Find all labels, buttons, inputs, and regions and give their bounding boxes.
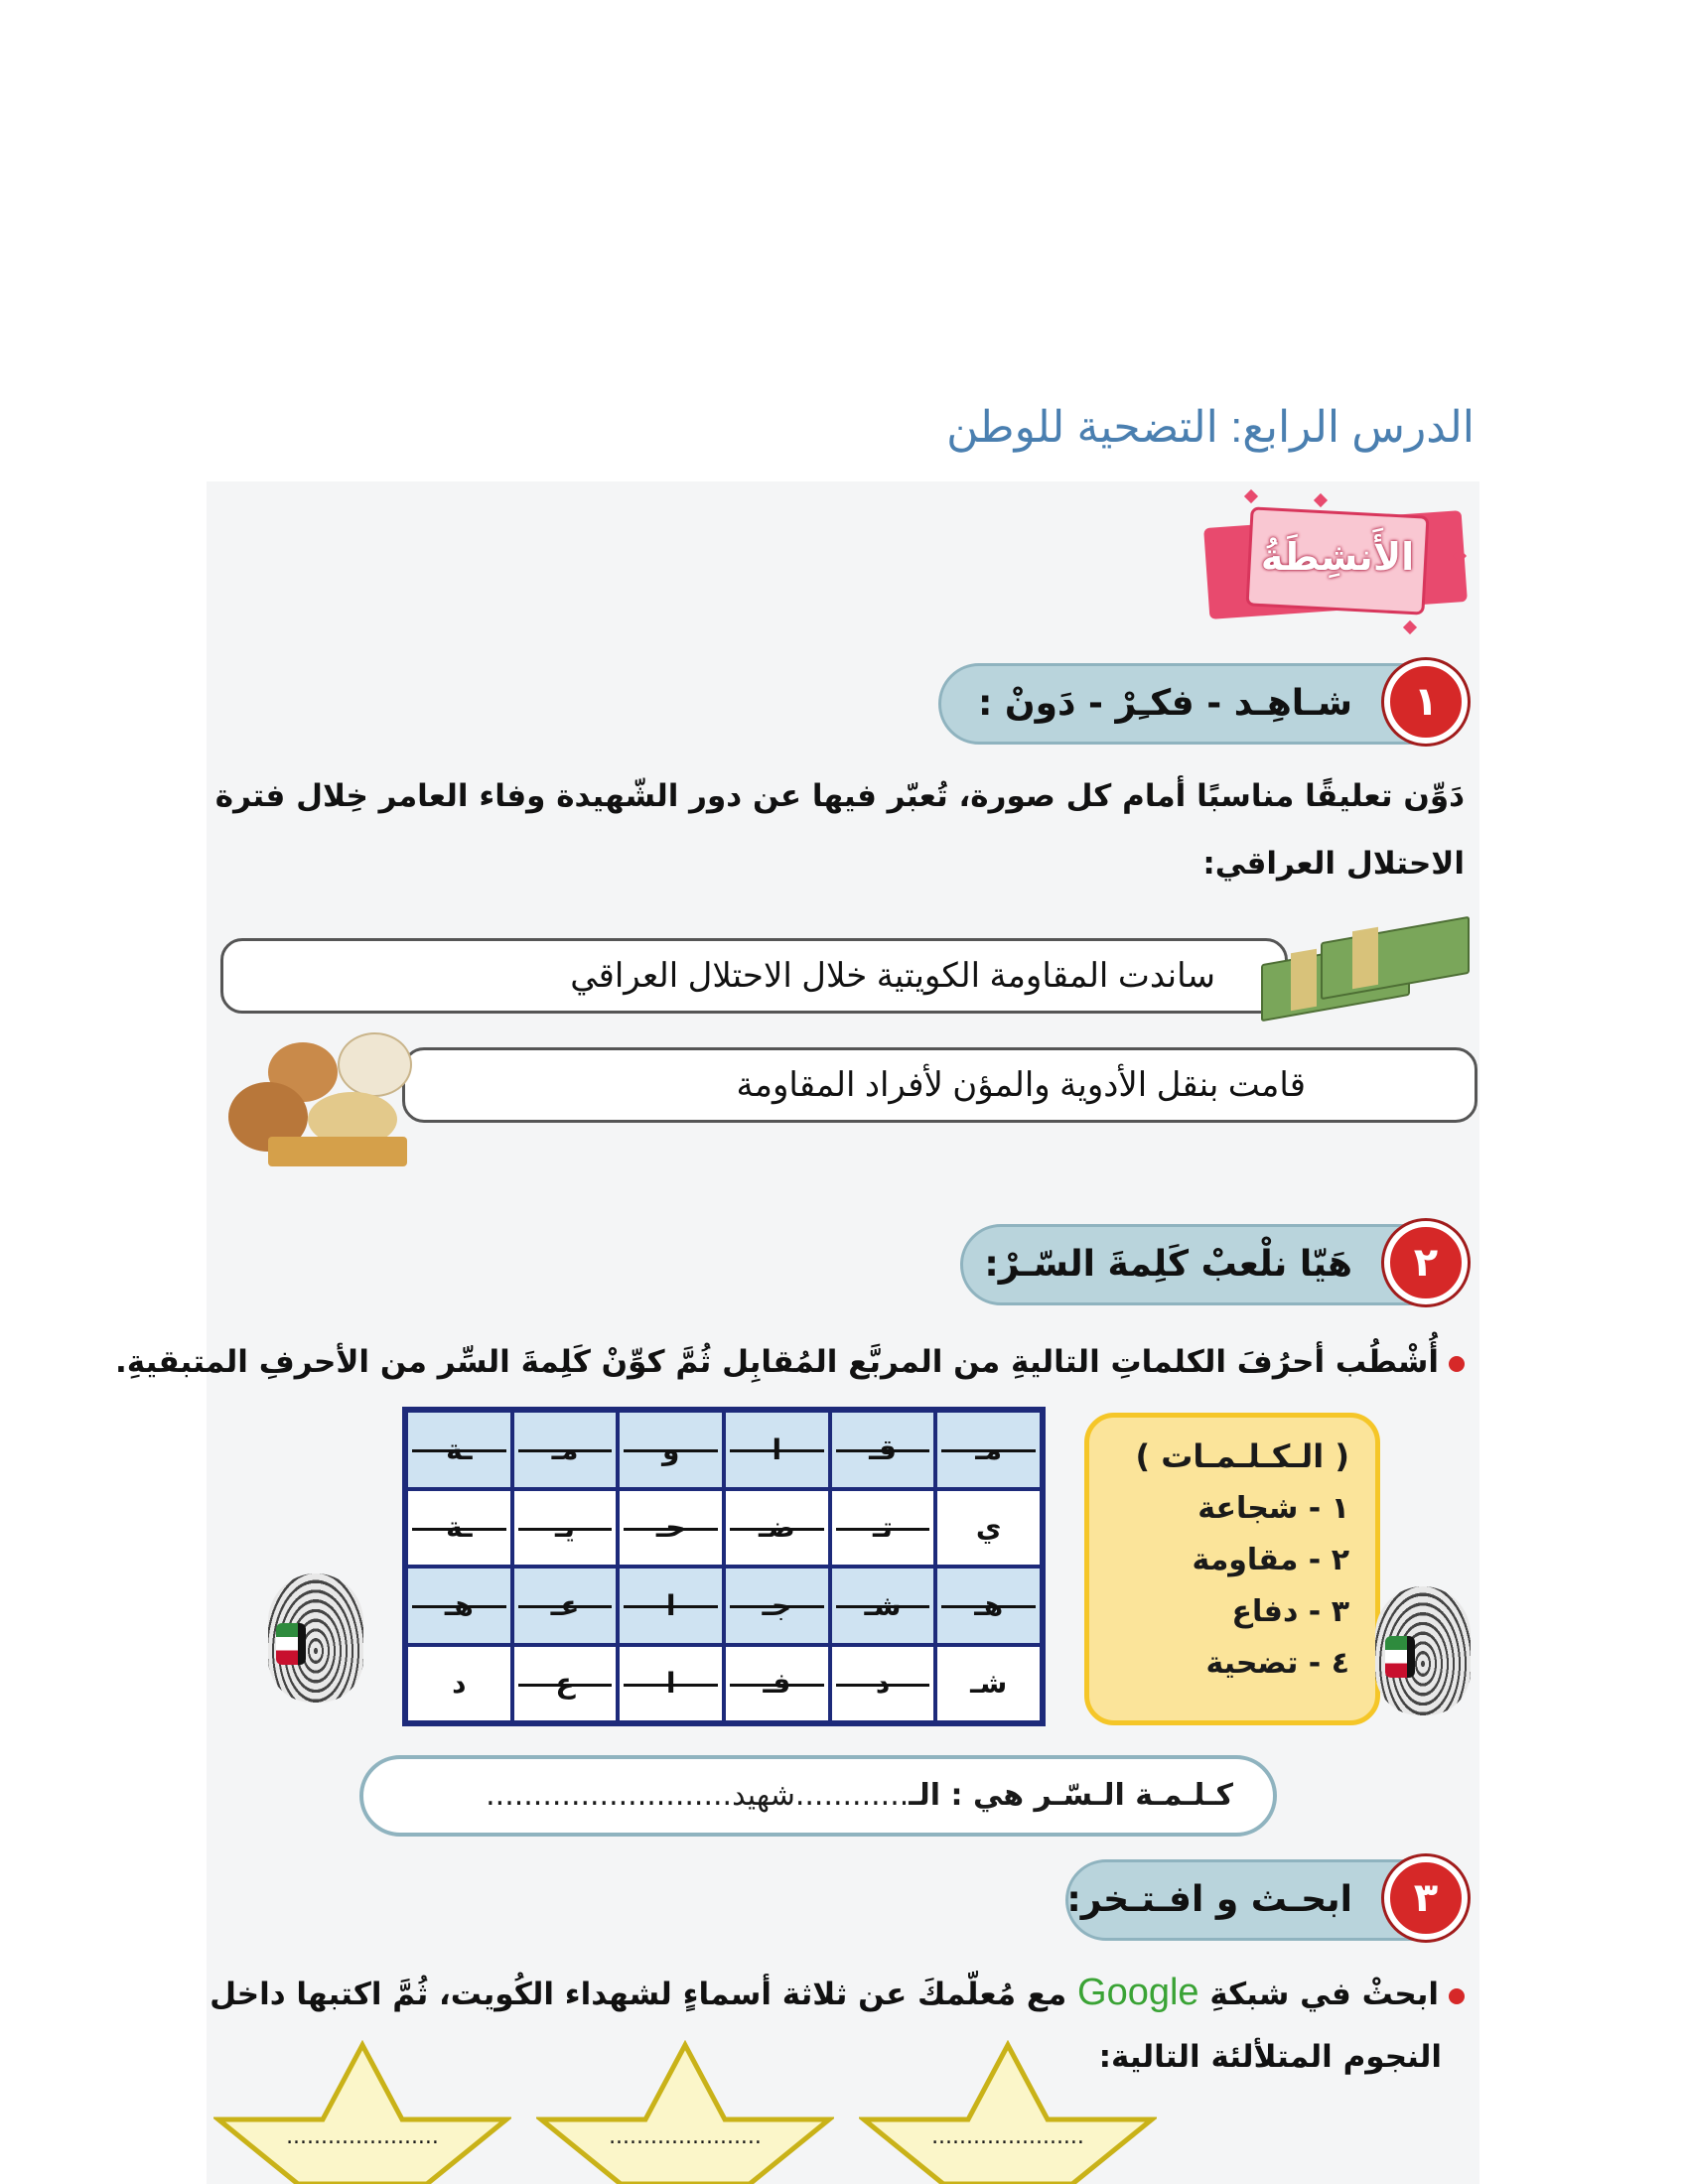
section2-title: هَيّا نلْعبْ كَلِمةَ السّـرْ: [984, 1244, 1352, 1285]
grid-cell[interactable]: ـة [406, 1489, 512, 1568]
fingerprint-flag-icon [268, 1573, 363, 1703]
activities-banner [1206, 491, 1465, 635]
grid-cell[interactable]: ع [512, 1645, 619, 1723]
words-list-box [1084, 1413, 1380, 1725]
star-shape-1[interactable] [213, 2040, 511, 2184]
word-item: ٤ - تضحية [1205, 1646, 1349, 1681]
star-dots-2: ...................... [609, 2124, 762, 2149]
section1-title: شـاهِـد - فكـِرْ - دَونْ : [977, 683, 1352, 724]
word-item: ٢ - مقاومة [1192, 1543, 1349, 1577]
lesson-title: الدرس الرابع: التضحية للوطن [946, 403, 1475, 452]
grid-cell[interactable]: ي [935, 1489, 1042, 1568]
section1-number-badge: ١ [1384, 660, 1468, 744]
section1-instruction-line1: دَوِّن تعليقًا مناسبًا أمام كل صورة، تُعبّر فيها عن دور الشّهيدة وفاء العامر خِلال فترة [214, 778, 1465, 814]
grid-cell[interactable]: شـ [830, 1567, 936, 1645]
grid-cell[interactable]: فـ [724, 1645, 830, 1723]
grid-cell[interactable]: د [406, 1645, 512, 1723]
section3-instruction-after: مع مُعلّمكَ عن ثلاثة أسماءٍ لشهداء الكُويت، ثُمَّ اكتبها داخل [210, 1977, 1067, 2012]
section3-instruction-before: ابحثْ في شبكةِ [1209, 1977, 1439, 2012]
grid-cell[interactable]: يـ [512, 1489, 619, 1568]
section3-title: ابحـث و افـتـخر: [1066, 1879, 1352, 1920]
money-stack-icon [1261, 911, 1477, 1021]
answer-box-2[interactable] [402, 1047, 1477, 1123]
answer-text-2: قامت بنقل الأدوية والمؤن لأفراد المقاومة [736, 1066, 1306, 1104]
answer-text-1: ساندت المقاومة الكويتية خلال الاحتلال العراقي [570, 957, 1215, 995]
word-item: ٣ - دفاع [1231, 1594, 1349, 1629]
star-shape-2[interactable] [536, 2040, 834, 2184]
sparkle-icon [1403, 620, 1417, 634]
grid-cell[interactable]: و [618, 1411, 724, 1489]
grid-cell[interactable]: ا [618, 1645, 724, 1723]
section2-instruction [115, 1330, 1465, 1394]
section2-instruction-text: أُشْطُب أحرُفَ الكلماتِ التاليةِ من المربَّع المُقابِل ثُمَّ كوِّنْ كَلِمةَ السِّر من الأحرفِ المتبقيةِ. [115, 1344, 1439, 1380]
secret-word-box[interactable] [359, 1755, 1277, 1837]
sparkle-icon [1244, 489, 1258, 503]
grid-cell[interactable]: هـ [935, 1567, 1042, 1645]
section3-number-badge: ٣ [1384, 1856, 1468, 1940]
grid-cell[interactable]: ضـ [724, 1489, 830, 1568]
words-title: ( الـكـلـمـات ) [1135, 1437, 1349, 1475]
grid-cell[interactable]: ـة [406, 1411, 512, 1489]
sparkle-icon [1314, 493, 1328, 507]
grid-cell[interactable]: قـ [830, 1411, 936, 1489]
section2-number-badge: ٢ [1384, 1221, 1468, 1304]
grid-cell[interactable]: حـ [618, 1489, 724, 1568]
secret-word-label: كـلـمـة الـسّـر هي : الـ [909, 1778, 1233, 1813]
bullet-icon [1449, 1356, 1465, 1372]
grid-cell[interactable]: مـ [512, 1411, 619, 1489]
grid-cell[interactable]: ا [618, 1567, 724, 1645]
grid-cell[interactable]: مـ [935, 1411, 1042, 1489]
fingerprint-flag-icon [1375, 1586, 1471, 1715]
star-dots-1: ...................... [286, 2124, 439, 2149]
bullet-icon [1449, 1988, 1465, 2004]
grid-cell[interactable]: شـ [935, 1645, 1042, 1723]
google-link[interactable]: Google [1077, 1972, 1199, 2013]
grid-cell[interactable]: ا [724, 1411, 830, 1489]
star-dots-3: ...................... [931, 2124, 1084, 2149]
grid-cell[interactable]: هـ [406, 1567, 512, 1645]
section3-instruction-line2: النجوم المتلألئة التالية: [1098, 2039, 1442, 2075]
grid-cell[interactable]: جـ [724, 1567, 830, 1645]
grid-cell[interactable]: تـ [830, 1489, 936, 1568]
star-shape-3[interactable] [859, 2040, 1157, 2184]
word-item: ١ - شجاعة [1197, 1491, 1349, 1526]
banner-label: الأَنشِطَةُ [1260, 535, 1415, 579]
section1-instruction-line2: الاحتلال العراقي: [1202, 846, 1465, 882]
grid-cell[interactable]: د [830, 1645, 936, 1723]
section3-instruction-line1 [204, 1961, 1465, 2026]
secret-word-answer: ............شهيد.......................... [486, 1778, 910, 1813]
letter-grid [402, 1407, 1046, 1726]
grid-cell[interactable]: عـ [512, 1567, 619, 1645]
answer-box-1[interactable] [220, 938, 1288, 1014]
food-supplies-icon [228, 1023, 427, 1171]
